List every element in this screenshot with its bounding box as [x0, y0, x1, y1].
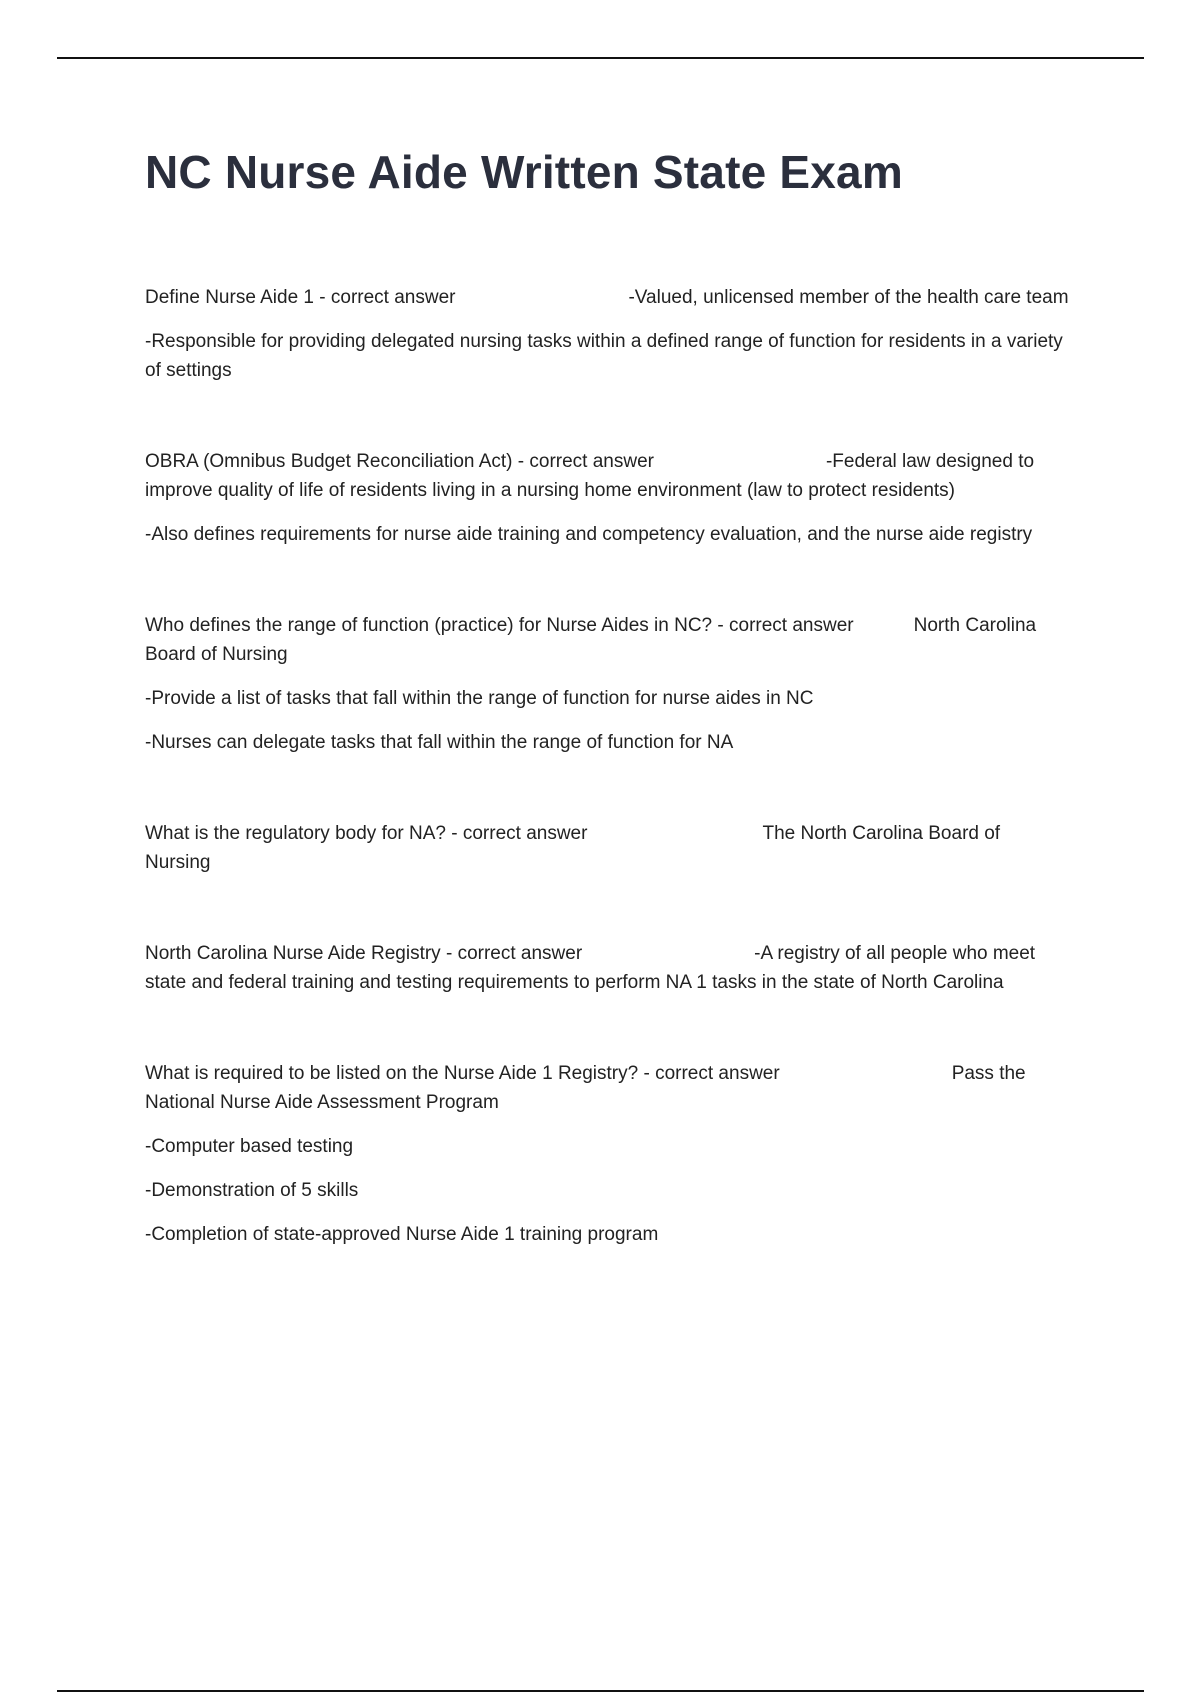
question-text: OBRA (Omnibus Budget Reconciliation Act) - correct answer [145, 451, 654, 472]
question-text: North Carolina Nurse Aide Registry - correct answer [145, 943, 583, 964]
question-text: What is the regulatory body for NA? - correct answer [145, 823, 588, 844]
answer-detail: -Demonstration of 5 skills [145, 1180, 359, 1201]
flashcard [145, 611, 1070, 757]
answer-text: The North Carolina Board of Nursing [145, 823, 1001, 873]
question-text: What is required to be listed on the Nurse Aide 1 Registry? - correct answer [145, 1063, 780, 1084]
answer-text: North Carolina Board of Nursing [145, 615, 1037, 665]
flashcard [145, 939, 1070, 997]
answer-detail: -Completion of state-approved Nurse Aide 1 training program [145, 1224, 659, 1245]
answer-detail: -Computer based testing [145, 1136, 354, 1157]
page-title: NC Nurse Aide Written State Exam [145, 146, 903, 198]
flashcard-term [145, 939, 1070, 997]
question-text: Who defines the range of function (practice) for Nurse Aides in NC? - correct answer [145, 615, 854, 636]
answer-detail: -Also defines requirements for nurse aide training and competency evaluation, and the nurse aide registry [145, 524, 1033, 545]
answer-text: -Valued, unlicensed member of the health care team [628, 287, 1069, 308]
flashcard-term [145, 1059, 1070, 1117]
flashcard [145, 447, 1070, 549]
answer-text: -A registry of all people who meet state and federal training and testing requirements to perform NA 1 tasks in the state of North Carolina [145, 943, 1036, 993]
flashcard [145, 819, 1070, 877]
answer-detail: -Nurses can delegate tasks that fall within the range of function for NA [145, 732, 734, 753]
answer-detail: -Responsible for providing delegated nursing tasks within a defined range of function for residents in a variety of settings [145, 331, 1063, 381]
document-body [145, 140, 1070, 1311]
answer-text: -Federal law designed to improve quality of life of residents living in a nursing home environment (law to protect residents) [145, 451, 1035, 501]
flashcard [145, 283, 1070, 385]
top-rule [57, 57, 1144, 59]
bottom-rule [57, 1690, 1144, 1692]
flashcard-term [145, 819, 1070, 877]
question-text: Define Nurse Aide 1 - correct answer [145, 287, 456, 308]
flashcard-term [145, 611, 1070, 669]
flashcard-term [145, 283, 1070, 312]
answer-text: Pass the National Nurse Aide Assessment Program [145, 1063, 1026, 1113]
answer-detail: -Provide a list of tasks that fall within the range of function for nurse aides in NC [145, 688, 814, 709]
flashcard-term [145, 447, 1070, 505]
flashcard-list [145, 283, 1070, 1249]
flashcard [145, 1059, 1070, 1249]
